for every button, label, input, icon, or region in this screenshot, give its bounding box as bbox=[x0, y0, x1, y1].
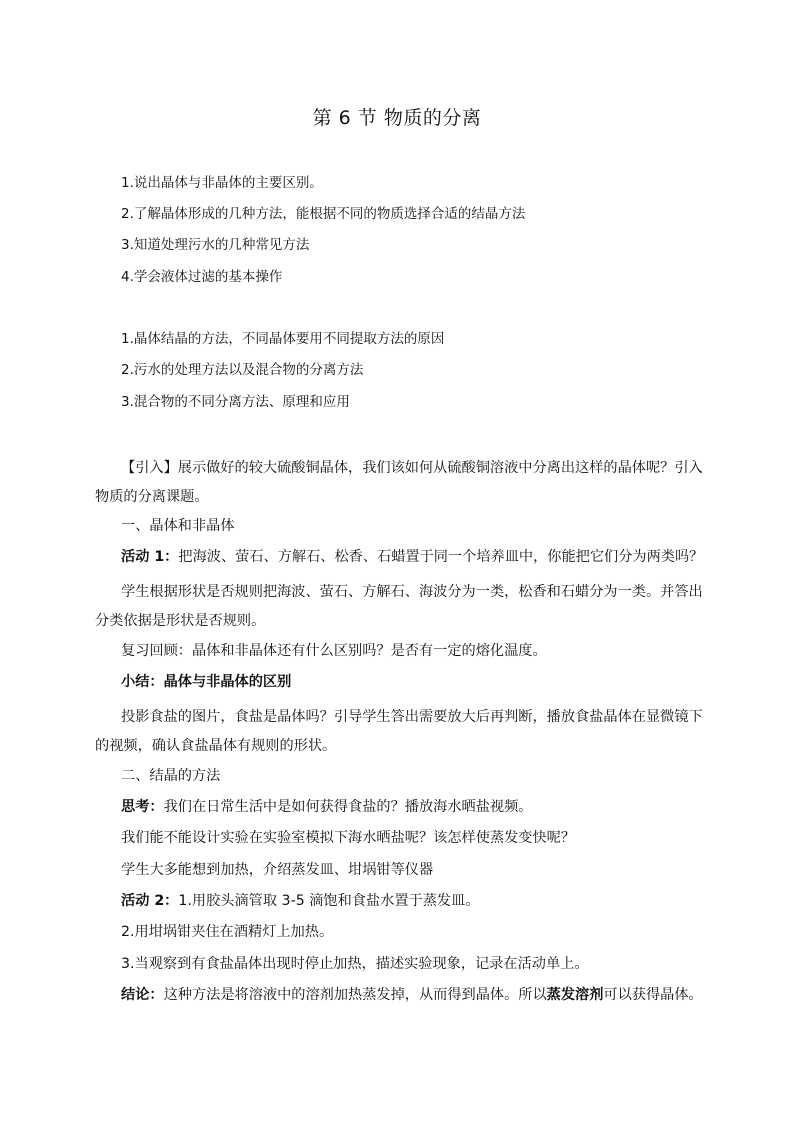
key-point-1: 1.晶体结晶的方法，不同晶体要用不同提取方法的原因 bbox=[121, 331, 445, 347]
objective-3: 3.知道处理污水的几种常见方法 bbox=[121, 237, 310, 253]
conclusion-label: 结论： bbox=[121, 987, 164, 1003]
think-text: 我们在日常生活中是如何获得食盐的？播放海水晒盐视频。 bbox=[163, 799, 533, 815]
projection-paragraph: 投影食盐的图片，食盐是晶体吗？引导学生答出需要放大后再判断，播放食盐晶体在显微镜下的视频，确认食盐晶体有规则的形状。 bbox=[95, 709, 703, 754]
activity-2-label: 活动 2： bbox=[121, 893, 179, 909]
summary-heading bbox=[121, 672, 291, 692]
think-label: 思考： bbox=[121, 799, 164, 815]
conclusion-line bbox=[121, 985, 703, 1005]
section-heading-1: 一、晶体和非晶体 bbox=[121, 518, 235, 534]
objective-4: 4.学会液体过滤的基本操作 bbox=[121, 269, 283, 285]
conclusion-text-1: 这种方法是将溶液中的溶剂加热蒸发掉，从而得到晶体。所以 bbox=[163, 987, 547, 1003]
activity-1-text: 把海波、萤石、方解石、松香、石蜡置于同一个培养皿中，你能把它们分为两类吗？ bbox=[178, 549, 704, 565]
activity-2-step-3: 3.当观察到有食盐晶体出现时停止加热，描述实验现象，记录在活动单上。 bbox=[121, 956, 589, 972]
conclusion-text-2: 可以获得晶体。 bbox=[603, 987, 703, 1003]
key-point-3: 3.混合物的不同分离方法、原理和应用 bbox=[121, 394, 350, 410]
intro-paragraph: 【引入】展示做好的较大硫酸铜晶体，我们该如何从硫酸铜溶液中分离出这样的晶体呢？引入物质的分离课题。 bbox=[95, 460, 703, 505]
review-text: 复习回顾：晶体和非晶体还有什么区别吗？是否有一定的熔化温度。 bbox=[121, 643, 547, 659]
conclusion-bold: 蒸发溶剂 bbox=[546, 987, 604, 1003]
objective-1: 1.说出晶体与非晶体的主要区别。 bbox=[121, 175, 323, 191]
summary-label: 小结：晶体与非晶体的区别 bbox=[121, 674, 292, 690]
activity-1-label: 活动 1： bbox=[121, 549, 179, 565]
activity-2-step-2: 2.用坩埚钳夹住在酒精灯上加热。 bbox=[121, 924, 334, 940]
activity-2-step-1: 1.用胶头滴管取 3-5 滴饱和食盐水置于蒸发皿。 bbox=[178, 893, 480, 909]
page-title: 第 6 节 物质的分离 bbox=[312, 107, 482, 129]
section-heading-2: 二、结晶的方法 bbox=[121, 768, 221, 784]
design-question: 我们能不能设计实验在实验室模拟下海水晒盐呢？该怎样使蒸发变快呢？ bbox=[121, 830, 576, 846]
student-response-2: 学生大多能想到加热，介绍蒸发皿、坩埚钳等仪器 bbox=[121, 862, 434, 878]
key-point-2: 2.污水的处理方法以及混合物的分离方法 bbox=[121, 362, 364, 378]
objective-2: 2.了解晶体形成的几种方法，能根据不同的物质选择合适的结晶方法 bbox=[121, 206, 526, 222]
think-line bbox=[121, 797, 532, 817]
student-response-1: 学生根据形状是否规则把海波、萤石、方解石、海波分为一类，松香和石蜡分为一类。并答出分类依据是形状是否规则。 bbox=[95, 584, 703, 629]
activity-2 bbox=[121, 891, 479, 911]
activity-1 bbox=[121, 547, 703, 567]
